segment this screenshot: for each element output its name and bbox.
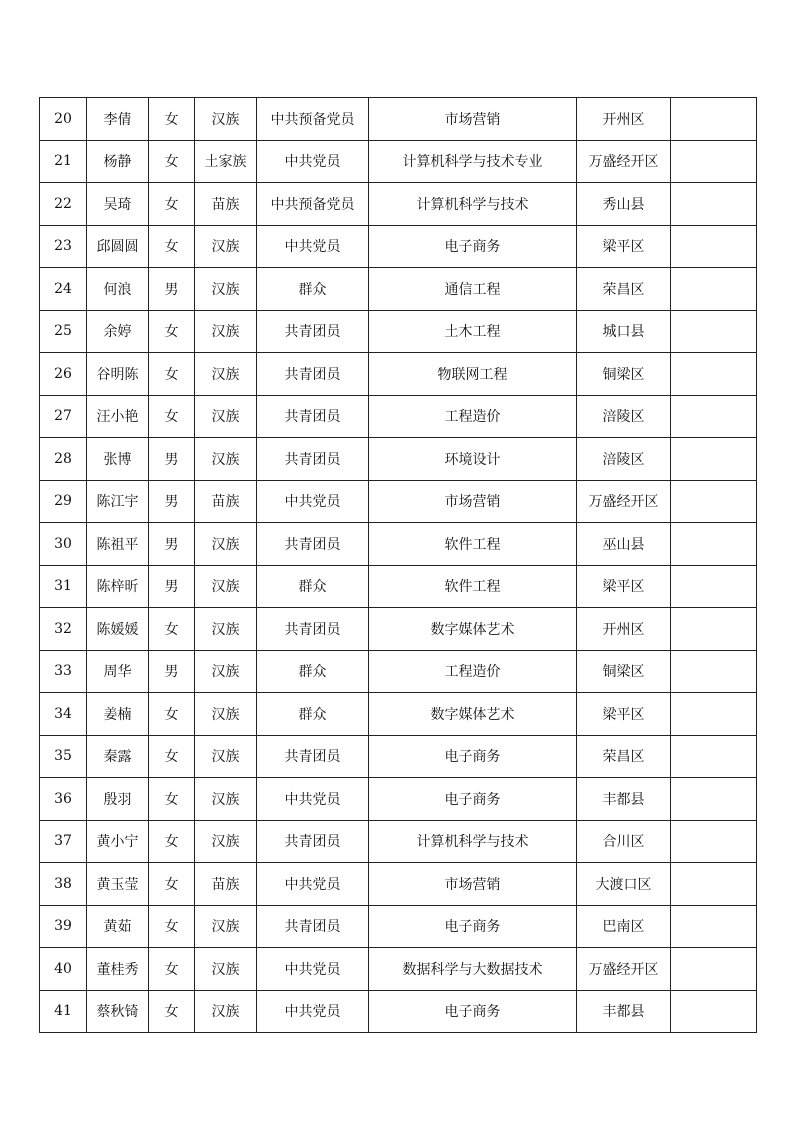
name-cell: 黄小宁 [87,820,149,863]
gender-cell: 女 [149,353,195,396]
remarks-cell [671,693,757,736]
ethnicity-cell: 汉族 [195,778,257,821]
major-cell: 工程造价 [369,650,577,693]
name-cell: 秦露 [87,735,149,778]
political-status-cell: 群众 [257,650,369,693]
region-cell: 巴南区 [577,905,671,948]
ethnicity-cell: 汉族 [195,225,257,268]
name-cell: 黄玉莹 [87,863,149,906]
row-number-cell: 40 [40,948,87,991]
region-cell: 合川区 [577,820,671,863]
political-status-cell: 群众 [257,693,369,736]
gender-cell: 女 [149,310,195,353]
political-status-cell: 共青团员 [257,395,369,438]
gender-cell: 女 [149,225,195,268]
political-status-cell: 共青团员 [257,353,369,396]
political-status-cell: 共青团员 [257,905,369,948]
gender-cell: 女 [149,140,195,183]
row-number-cell: 21 [40,140,87,183]
major-cell: 通信工程 [369,268,577,311]
region-cell: 荣昌区 [577,268,671,311]
major-cell: 计算机科学与技术 [369,183,577,226]
gender-cell: 女 [149,778,195,821]
region-cell: 秀山县 [577,183,671,226]
political-status-cell: 群众 [257,268,369,311]
major-cell: 电子商务 [369,225,577,268]
remarks-cell [671,140,757,183]
row-number-cell: 35 [40,735,87,778]
political-status-cell: 中共党员 [257,948,369,991]
remarks-cell [671,948,757,991]
political-status-cell: 中共党员 [257,480,369,523]
name-cell: 余婷 [87,310,149,353]
major-cell: 计算机科学与技术专业 [369,140,577,183]
name-cell: 邱圆圆 [87,225,149,268]
gender-cell: 女 [149,948,195,991]
ethnicity-cell: 汉族 [195,353,257,396]
table-row [40,480,757,523]
ethnicity-cell: 汉族 [195,438,257,481]
region-cell: 丰都县 [577,990,671,1033]
gender-cell: 女 [149,183,195,226]
name-cell: 吴琦 [87,183,149,226]
table-row [40,608,757,651]
major-cell: 软件工程 [369,523,577,566]
gender-cell: 女 [149,735,195,778]
row-number-cell: 37 [40,820,87,863]
major-cell: 物联网工程 [369,353,577,396]
region-cell: 城口县 [577,310,671,353]
name-cell: 黄茹 [87,905,149,948]
row-number-cell: 25 [40,310,87,353]
name-cell: 姜楠 [87,693,149,736]
table-row [40,395,757,438]
political-status-cell: 共青团员 [257,735,369,778]
major-cell: 工程造价 [369,395,577,438]
row-number-cell: 26 [40,353,87,396]
major-cell: 电子商务 [369,905,577,948]
ethnicity-cell: 汉族 [195,523,257,566]
gender-cell: 女 [149,98,195,141]
ethnicity-cell: 苗族 [195,480,257,523]
major-cell: 电子商务 [369,735,577,778]
remarks-cell [671,778,757,821]
table-row [40,735,757,778]
remarks-cell [671,905,757,948]
remarks-cell [671,183,757,226]
ethnicity-cell: 汉族 [195,310,257,353]
row-number-cell: 28 [40,438,87,481]
political-status-cell: 中共预备党员 [257,98,369,141]
remarks-cell [671,268,757,311]
remarks-cell [671,480,757,523]
region-cell: 开州区 [577,98,671,141]
name-cell: 蔡秋锜 [87,990,149,1033]
row-number-cell: 41 [40,990,87,1033]
major-cell: 土木工程 [369,310,577,353]
ethnicity-cell: 汉族 [195,565,257,608]
roster-body [40,98,757,1033]
political-status-cell: 中共党员 [257,990,369,1033]
table-row [40,523,757,566]
name-cell: 陈祖平 [87,523,149,566]
ethnicity-cell: 汉族 [195,905,257,948]
region-cell: 大渡口区 [577,863,671,906]
region-cell: 涪陵区 [577,438,671,481]
name-cell: 董桂秀 [87,948,149,991]
major-cell: 电子商务 [369,778,577,821]
name-cell: 谷明陈 [87,353,149,396]
table-row [40,310,757,353]
major-cell: 市场营销 [369,863,577,906]
gender-cell: 女 [149,693,195,736]
table-row [40,353,757,396]
remarks-cell [671,98,757,141]
ethnicity-cell: 汉族 [195,608,257,651]
political-status-cell: 共青团员 [257,438,369,481]
table-row [40,948,757,991]
gender-cell: 女 [149,905,195,948]
ethnicity-cell: 汉族 [195,948,257,991]
gender-cell: 女 [149,395,195,438]
political-status-cell: 中共党员 [257,140,369,183]
region-cell: 梁平区 [577,225,671,268]
remarks-cell [671,225,757,268]
region-cell: 涪陵区 [577,395,671,438]
political-status-cell: 共青团员 [257,608,369,651]
gender-cell: 男 [149,565,195,608]
row-number-cell: 32 [40,608,87,651]
political-status-cell: 中共党员 [257,778,369,821]
row-number-cell: 38 [40,863,87,906]
table-row [40,820,757,863]
major-cell: 软件工程 [369,565,577,608]
name-cell: 陈媛媛 [87,608,149,651]
region-cell: 万盛经开区 [577,948,671,991]
ethnicity-cell: 苗族 [195,183,257,226]
remarks-cell [671,820,757,863]
row-number-cell: 33 [40,650,87,693]
gender-cell: 男 [149,268,195,311]
region-cell: 万盛经开区 [577,140,671,183]
gender-cell: 男 [149,438,195,481]
row-number-cell: 36 [40,778,87,821]
remarks-cell [671,650,757,693]
political-status-cell: 共青团员 [257,310,369,353]
major-cell: 电子商务 [369,990,577,1033]
name-cell: 杨静 [87,140,149,183]
region-cell: 丰都县 [577,778,671,821]
political-status-cell: 共青团员 [257,523,369,566]
table-row [40,565,757,608]
major-cell: 市场营销 [369,98,577,141]
table-row [40,225,757,268]
major-cell: 数字媒体艺术 [369,608,577,651]
ethnicity-cell: 土家族 [195,140,257,183]
gender-cell: 女 [149,820,195,863]
remarks-cell [671,310,757,353]
region-cell: 铜梁区 [577,353,671,396]
table-row [40,990,757,1033]
remarks-cell [671,565,757,608]
table-row [40,140,757,183]
ethnicity-cell: 汉族 [195,268,257,311]
region-cell: 铜梁区 [577,650,671,693]
remarks-cell [671,395,757,438]
row-number-cell: 34 [40,693,87,736]
row-number-cell: 20 [40,98,87,141]
major-cell: 环境设计 [369,438,577,481]
name-cell: 汪小艳 [87,395,149,438]
row-number-cell: 29 [40,480,87,523]
table-row [40,905,757,948]
ethnicity-cell: 汉族 [195,693,257,736]
remarks-cell [671,353,757,396]
major-cell: 数字媒体艺术 [369,693,577,736]
region-cell: 巫山县 [577,523,671,566]
gender-cell: 男 [149,523,195,566]
ethnicity-cell: 汉族 [195,650,257,693]
row-number-cell: 31 [40,565,87,608]
name-cell: 周华 [87,650,149,693]
name-cell: 李倩 [87,98,149,141]
political-status-cell: 中共党员 [257,225,369,268]
political-status-cell: 共青团员 [257,820,369,863]
remarks-cell [671,523,757,566]
row-number-cell: 23 [40,225,87,268]
name-cell: 张博 [87,438,149,481]
name-cell: 陈梓昕 [87,565,149,608]
remarks-cell [671,990,757,1033]
region-cell: 梁平区 [577,693,671,736]
gender-cell: 男 [149,650,195,693]
table-row [40,98,757,141]
political-status-cell: 群众 [257,565,369,608]
region-cell: 梁平区 [577,565,671,608]
ethnicity-cell: 汉族 [195,990,257,1033]
name-cell: 何浪 [87,268,149,311]
table-row [40,268,757,311]
ethnicity-cell: 汉族 [195,98,257,141]
remarks-cell [671,735,757,778]
name-cell: 殷羽 [87,778,149,821]
political-status-cell: 中共预备党员 [257,183,369,226]
region-cell: 荣昌区 [577,735,671,778]
remarks-cell [671,608,757,651]
table-row [40,183,757,226]
row-number-cell: 27 [40,395,87,438]
table-row [40,438,757,481]
row-number-cell: 22 [40,183,87,226]
major-cell: 计算机科学与技术 [369,820,577,863]
remarks-cell [671,438,757,481]
gender-cell: 女 [149,990,195,1033]
table-row [40,650,757,693]
gender-cell: 女 [149,608,195,651]
region-cell: 开州区 [577,608,671,651]
row-number-cell: 39 [40,905,87,948]
major-cell: 市场营销 [369,480,577,523]
ethnicity-cell: 汉族 [195,735,257,778]
ethnicity-cell: 汉族 [195,395,257,438]
gender-cell: 男 [149,480,195,523]
political-status-cell: 中共党员 [257,863,369,906]
region-cell: 万盛经开区 [577,480,671,523]
table-row [40,693,757,736]
table-row [40,863,757,906]
remarks-cell [671,863,757,906]
table-row [40,778,757,821]
name-cell: 陈江宇 [87,480,149,523]
ethnicity-cell: 苗族 [195,863,257,906]
roster-table [39,97,757,1033]
row-number-cell: 24 [40,268,87,311]
ethnicity-cell: 汉族 [195,820,257,863]
major-cell: 数据科学与大数据技术 [369,948,577,991]
gender-cell: 女 [149,863,195,906]
row-number-cell: 30 [40,523,87,566]
